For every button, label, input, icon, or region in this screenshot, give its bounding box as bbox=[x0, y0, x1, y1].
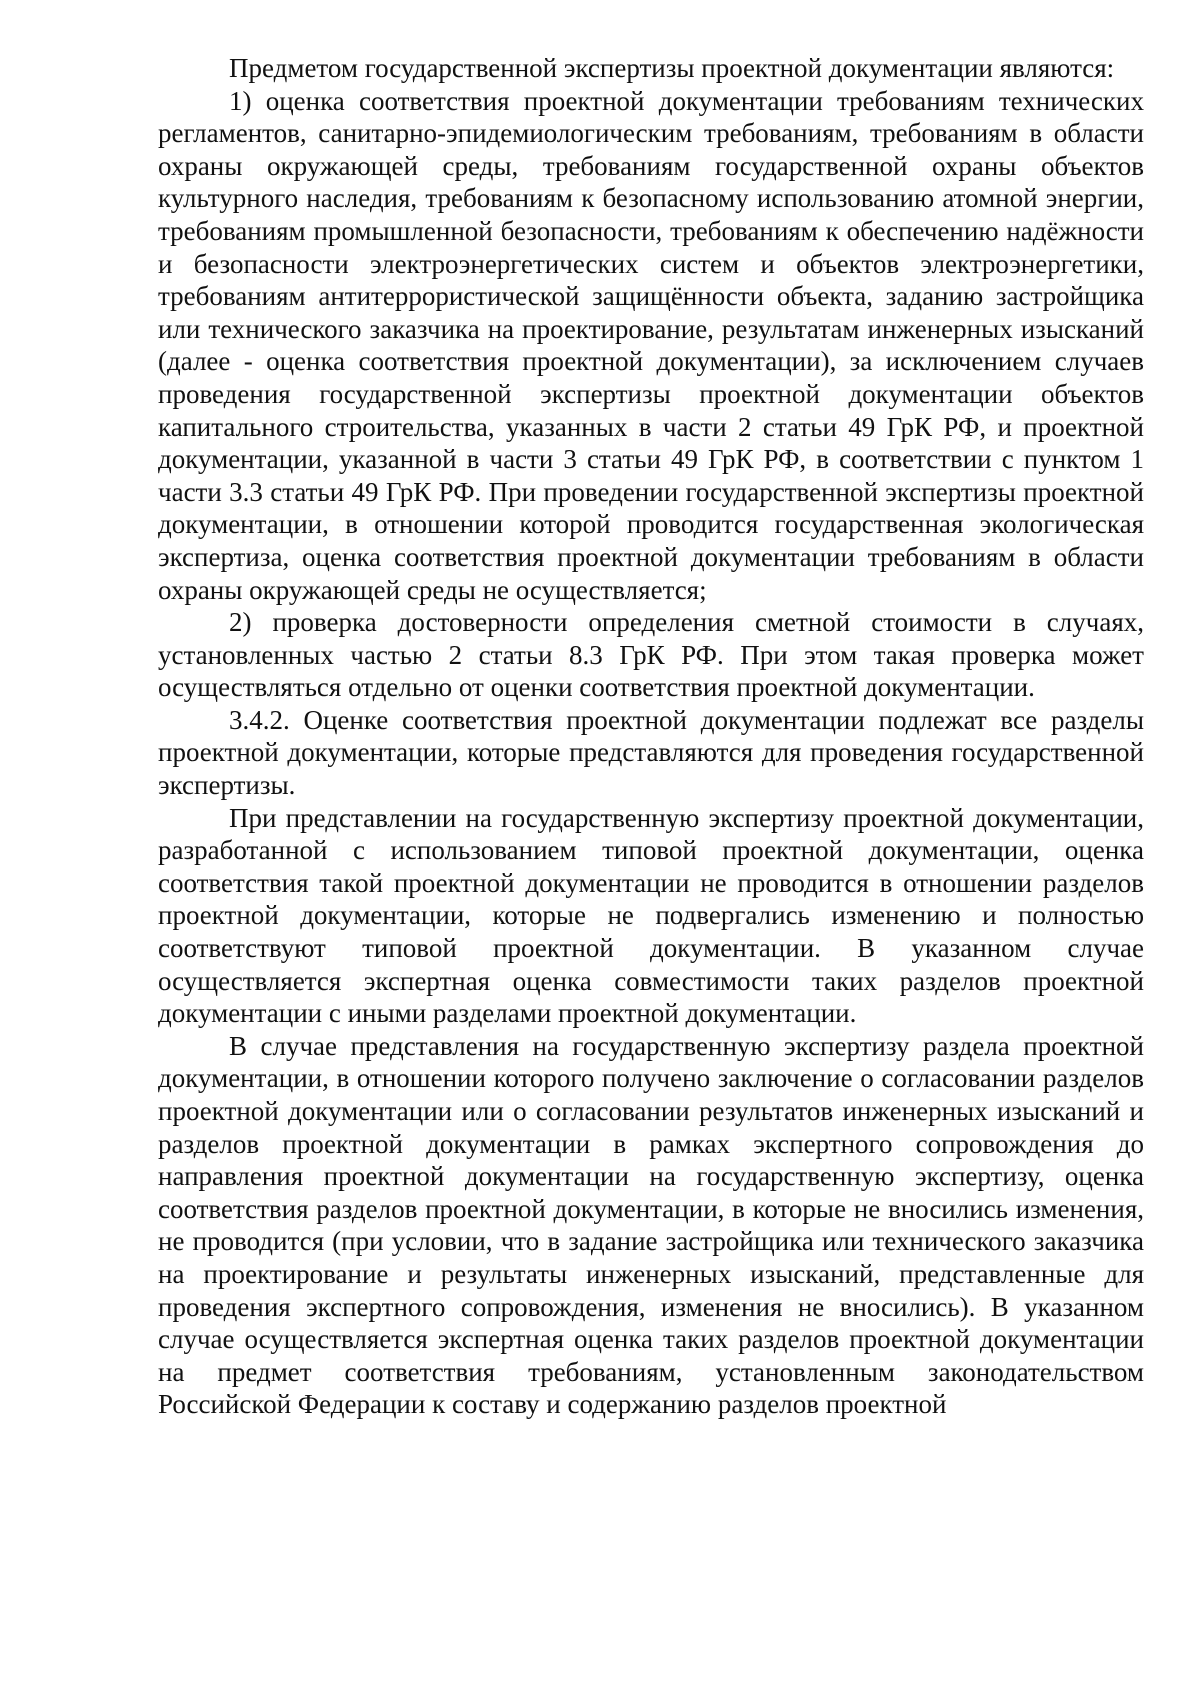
document-page bbox=[158, 52, 1144, 1421]
paragraph-item-1-assessment: 1) оценка соответствия проектной документации требованиям технических регламентов, санитарно-эпидемиологическим требованиям, требованиям в области охраны окружающей среды, требованиям государственной охраны объектов культурного наследия, требованиям к безопасному использованию атомной энергии, требованиям промышленной безопасности, требованиям к обеспечению надёжности и безопасности электроэнергетических систем и объектов электроэнергетики, требованиям антитеррористической защищённости объекта, заданию застройщика или технического заказчика на проектирование, результатам инженерных изысканий (далее - оценка соответствия проектной документации), за исключением случаев проведения государственной экспертизы проектной документации объектов капитального строительства, указанных в части 2 статьи 49 ГрК РФ, и проектной документации, указанной в части 3 статьи 49 ГрК РФ, в соответствии с пунктом 1 части 3.3 статьи 49 ГрК РФ. При проведении государственной экспертизы проектной документации, в отношении которой проводится государственная экологическая экспертиза, оценка соответствия проектной документации требованиям в области охраны окружающей среды не осуществляется; bbox=[158, 85, 1144, 605]
paragraph-typical-documentation: При представлении на государственную экспертизу проектной документации, разработанной с использованием типовой проектной документации, оценка соответствия такой проектной документации не проводится в отношении разделов проектной документации, которые не подвергались изменению и полностью соответствуют типовой проектной документации. В указанном случае осуществляется экспертная оценка совместимости таких разделов проектной документации с иными разделами проектной документации. bbox=[158, 802, 1144, 1029]
paragraph-subject-intro: Предметом государственной экспертизы проектной документации являются: bbox=[229, 53, 1115, 83]
paragraph-expert-support: В случае представления на государственную экспертизу раздела проектной документации, в отношении которого получено заключение о согласовании разделов проектной документации или о согласовании результатов инженерных изысканий и разделов проектной документации в рамках экспертного сопровождения до направления проектной документации на государственную экспертизу, оценка соответствия разделов проектной документации, в которые не вносились изменения, не проводится (при условии, что в задание застройщика или технического заказчика на проектирование и результаты инженерных изысканий, представленные для проведения экспертного сопровождения, изменения не вносились). В указанном случае осуществляется экспертная оценка таких разделов проектной документации на предмет соответствия требованиям, установленным законодательством Российской Федерации к составу и содержанию разделов проектной bbox=[158, 1030, 1144, 1420]
paragraph-section-3-4-2: 3.4.2. Оценке соответствия проектной документации подлежат все разделы проектной документации, которые представляются для проведения государственной экспертизы. bbox=[158, 704, 1144, 801]
paragraph-item-2-cost-check: 2) проверка достоверности определения сметной стоимости в случаях, установленных частью 2 статьи 8.3 ГрК РФ. При этом такая проверка может осуществляться отдельно от оценки соответствия проектной документации. bbox=[158, 607, 1144, 703]
